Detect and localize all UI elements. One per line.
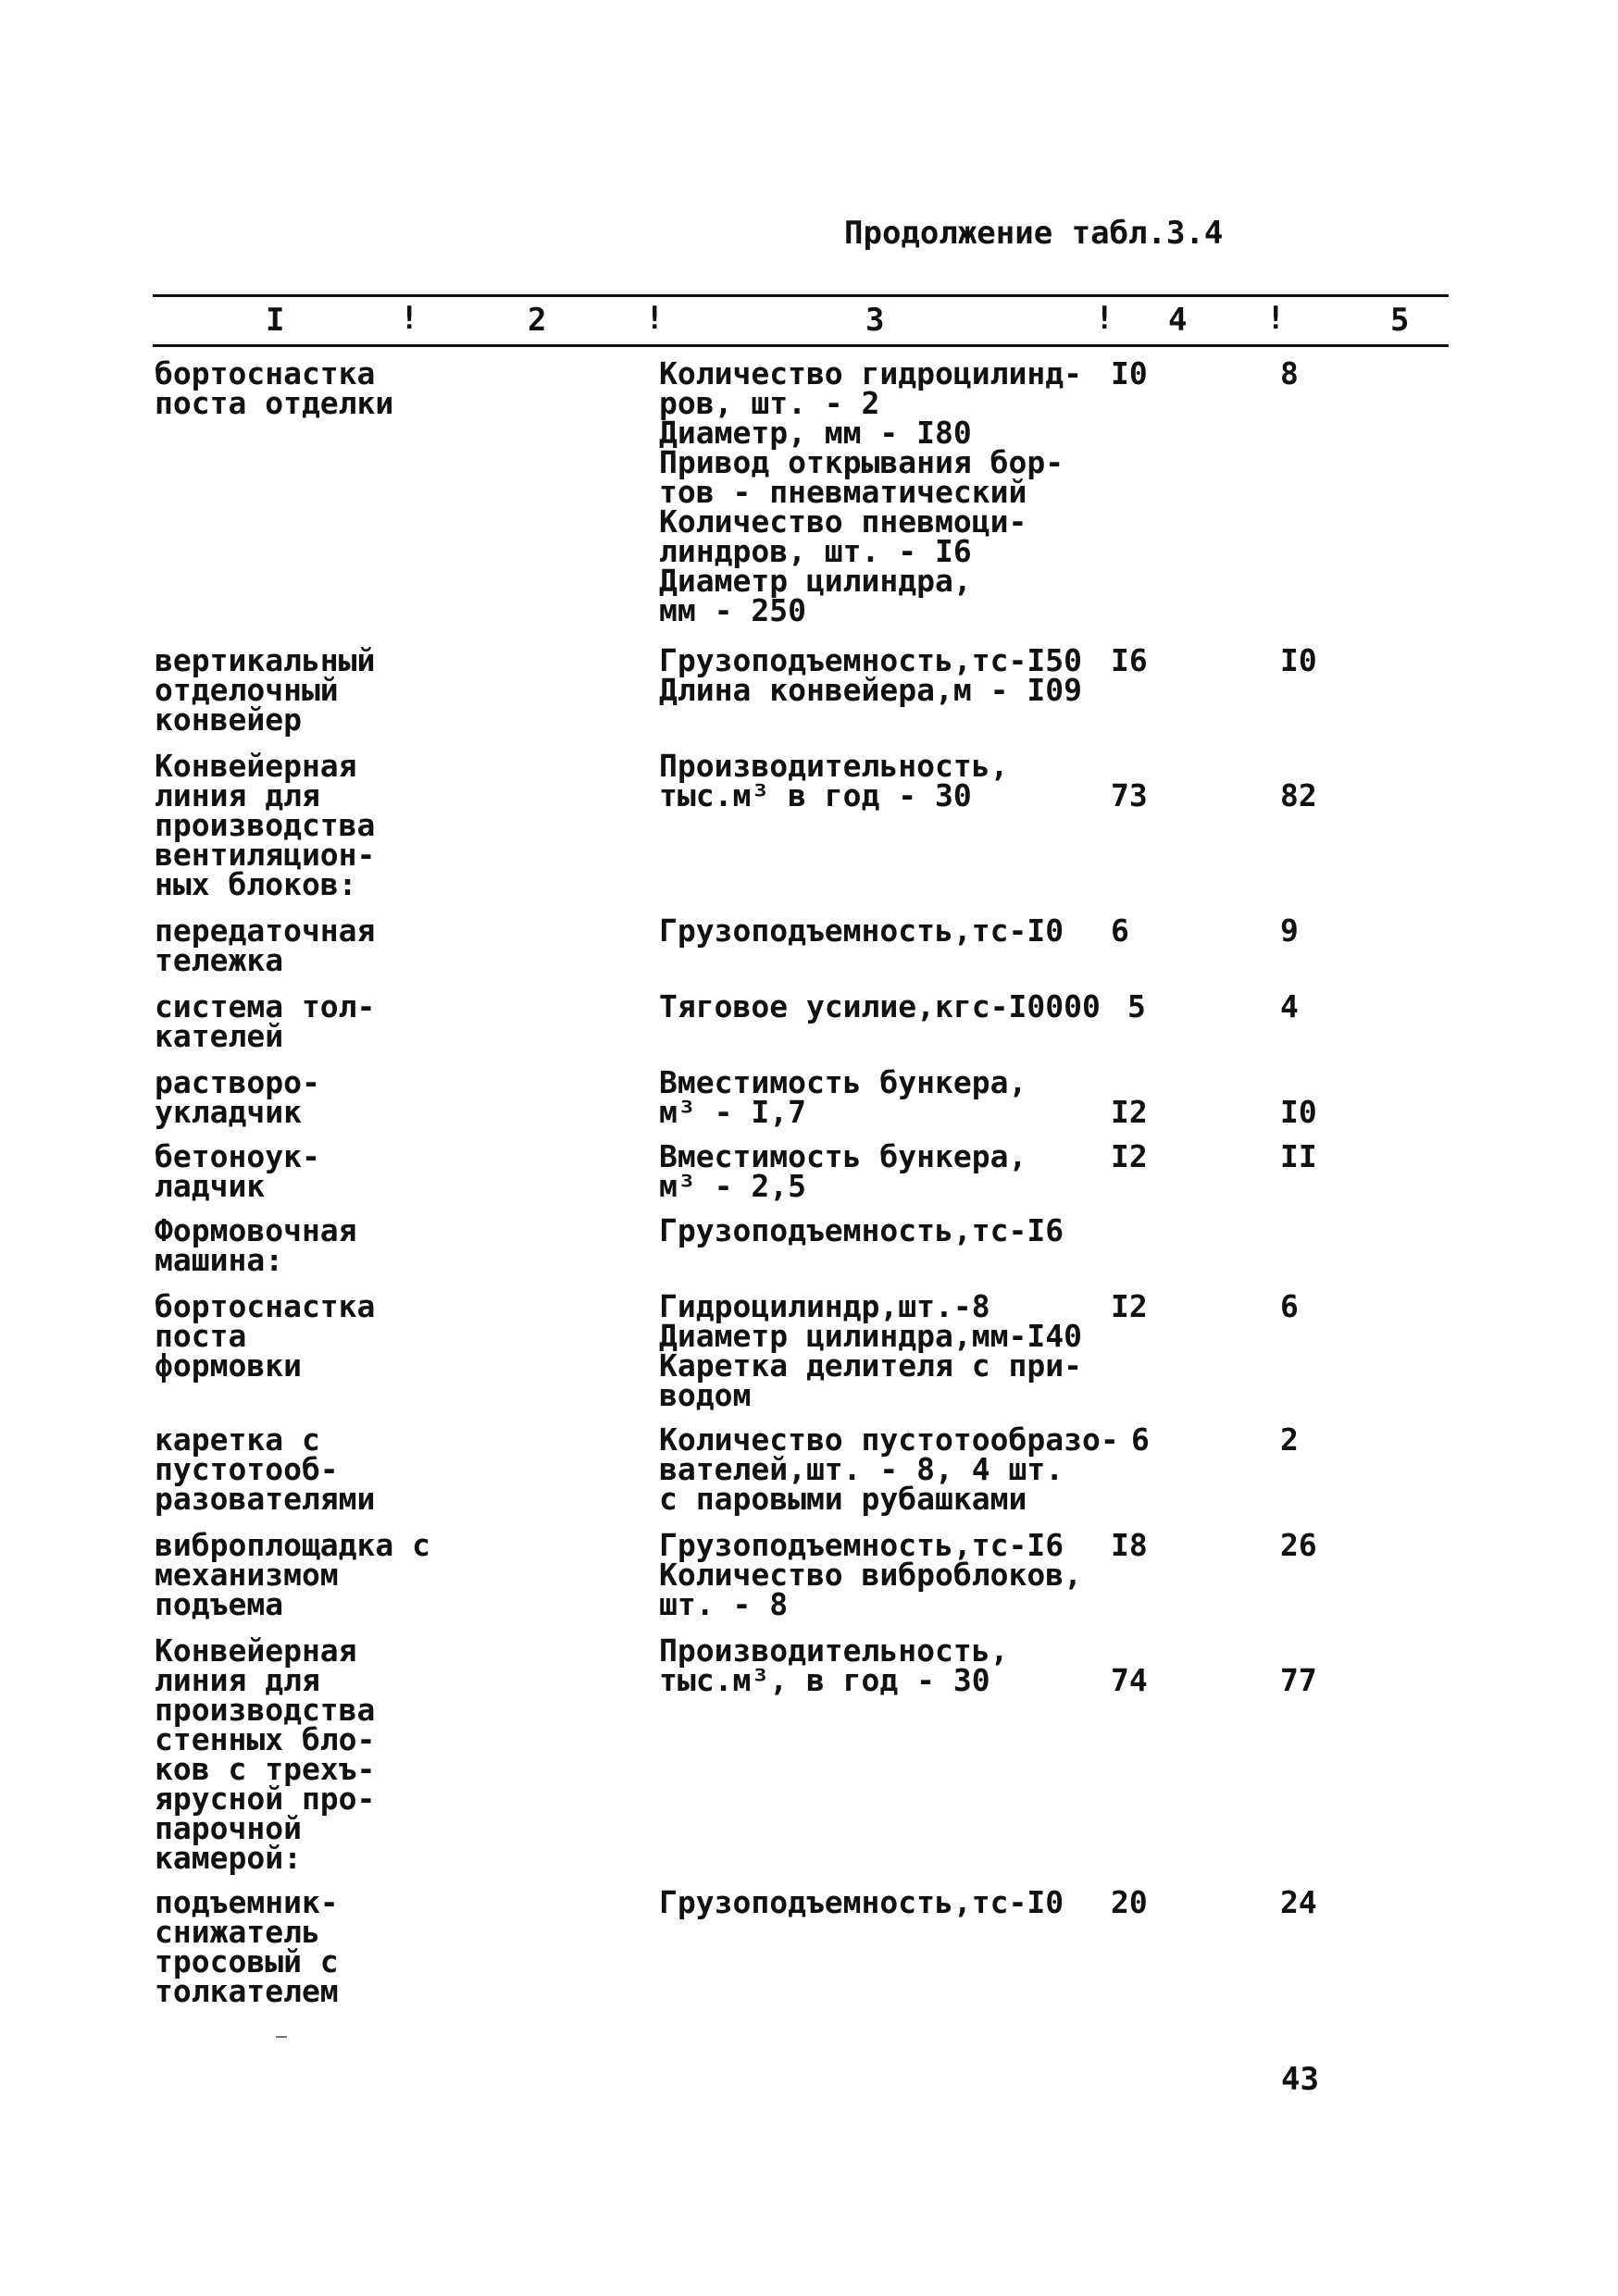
table-top-rule: [153, 294, 1449, 297]
table-header-rule: [153, 344, 1449, 347]
equipment-name: бортоснастка поста отделки: [155, 355, 394, 421]
column-5-value: 8: [1280, 355, 1299, 391]
equipment-name: бортоснастка поста формовки: [155, 1288, 376, 1384]
technical-characteristics: Вместимость бункера, м³ - I,7: [659, 1064, 1027, 1130]
column-header-5: 5: [1390, 302, 1410, 339]
equipment-name: передаточная тележка: [155, 912, 376, 978]
column-separator: !: [645, 300, 665, 337]
column-4-value: 6: [1111, 912, 1129, 949]
column-5-value: 82: [1280, 777, 1317, 813]
column-header-2: 2: [528, 302, 547, 339]
page-number: 43: [1281, 2061, 1319, 2098]
equipment-name: Формовочная машина:: [155, 1212, 357, 1278]
column-4-value: 5: [1127, 988, 1146, 1024]
column-4-value: 73: [1111, 777, 1148, 813]
column-4-value: I2: [1111, 1138, 1148, 1174]
column-4-value: I6: [1111, 642, 1148, 678]
technical-characteristics: Производительность, тыс.м³ в год - 30: [659, 748, 1009, 813]
technical-characteristics: Грузоподъемность,тс-I50 Длина конвейера,м - I09: [659, 642, 1082, 708]
column-5-value: 6: [1280, 1288, 1299, 1324]
technical-characteristics: Грузоподъемность,тс-I0: [659, 1884, 1064, 1920]
column-5-value: I0: [1280, 1094, 1317, 1130]
column-5-value: 77: [1280, 1662, 1317, 1698]
technical-characteristics: Грузоподъемность,тс-I6: [659, 1212, 1064, 1248]
column-header-3: 3: [865, 302, 885, 339]
equipment-name: виброплощадка с механизмом подъема: [155, 1527, 431, 1622]
equipment-name: система тол- кателей: [155, 988, 376, 1054]
scan-mark: [276, 2036, 287, 2038]
column-4-value: 74: [1111, 1662, 1148, 1698]
column-header-1: I: [266, 302, 285, 339]
technical-characteristics: Грузоподъемность,тс-I0: [659, 912, 1064, 949]
technical-characteristics: Количество гидроцилинд- ров, шт. - 2 Диаметр, мм - I80 Привод открывания бор- тов - пневматический Количество пневмоци- линдров, шт. - I6 Диаметр цилиндра, мм - 250: [659, 355, 1082, 628]
column-separator: !: [400, 300, 419, 337]
equipment-name: каретка с пустотооб- разователями: [155, 1421, 376, 1517]
column-4-value: 20: [1111, 1884, 1148, 1920]
column-separator: !: [1095, 300, 1114, 337]
equipment-name: Конвейерная линия для производства вентиляцион- ных блоков:: [155, 748, 376, 902]
column-5-value: II: [1280, 1138, 1317, 1174]
equipment-name: Конвейерная линия для производства стенных бло- ков с трехъ- ярусной про- парочной камерой:: [155, 1632, 376, 1876]
column-4-value: I0: [1111, 355, 1148, 391]
equipment-name: вертикальный отделочный конвейер: [155, 642, 376, 738]
column-4-value: 6: [1131, 1421, 1150, 1458]
equipment-name: растворо- укладчик: [155, 1064, 320, 1130]
column-4-value: I2: [1111, 1288, 1148, 1324]
column-4-value: I8: [1111, 1527, 1148, 1563]
technical-characteristics: Грузоподъемность,тс-I6 Количество виброблоков, шт. - 8: [659, 1527, 1082, 1622]
technical-characteristics: Вместимость бункера, м³ - 2,5: [659, 1138, 1027, 1204]
equipment-name: подъемник- снижатель тросовый с толкателем: [155, 1884, 339, 2009]
table-continuation-caption: Продолжение табл.3.4: [844, 215, 1224, 252]
technical-characteristics: Количество пустотообразо- вателей,шт. - 8, 4 шт. с паровыми рубашками: [659, 1421, 1119, 1517]
column-5-value: 4: [1280, 988, 1299, 1024]
column-5-value: 24: [1280, 1884, 1317, 1920]
technical-characteristics: Тяговое усилие,кгс-I0000: [659, 988, 1101, 1024]
column-5-value: 2: [1280, 1421, 1299, 1458]
column-5-value: I0: [1280, 642, 1317, 678]
column-separator: !: [1266, 300, 1286, 337]
column-5-value: 9: [1280, 912, 1299, 949]
column-5-value: 26: [1280, 1527, 1317, 1563]
technical-characteristics: Гидроцилиндр,шт.-8 Диаметр цилиндра,мм-I40 Каретка делителя с при- водом: [659, 1288, 1082, 1413]
equipment-name: бетоноук- ладчик: [155, 1138, 320, 1204]
column-header-4: 4: [1168, 302, 1188, 339]
column-4-value: I2: [1111, 1094, 1148, 1130]
technical-characteristics: Производительность, тыс.м³, в год - 30: [659, 1632, 1009, 1698]
